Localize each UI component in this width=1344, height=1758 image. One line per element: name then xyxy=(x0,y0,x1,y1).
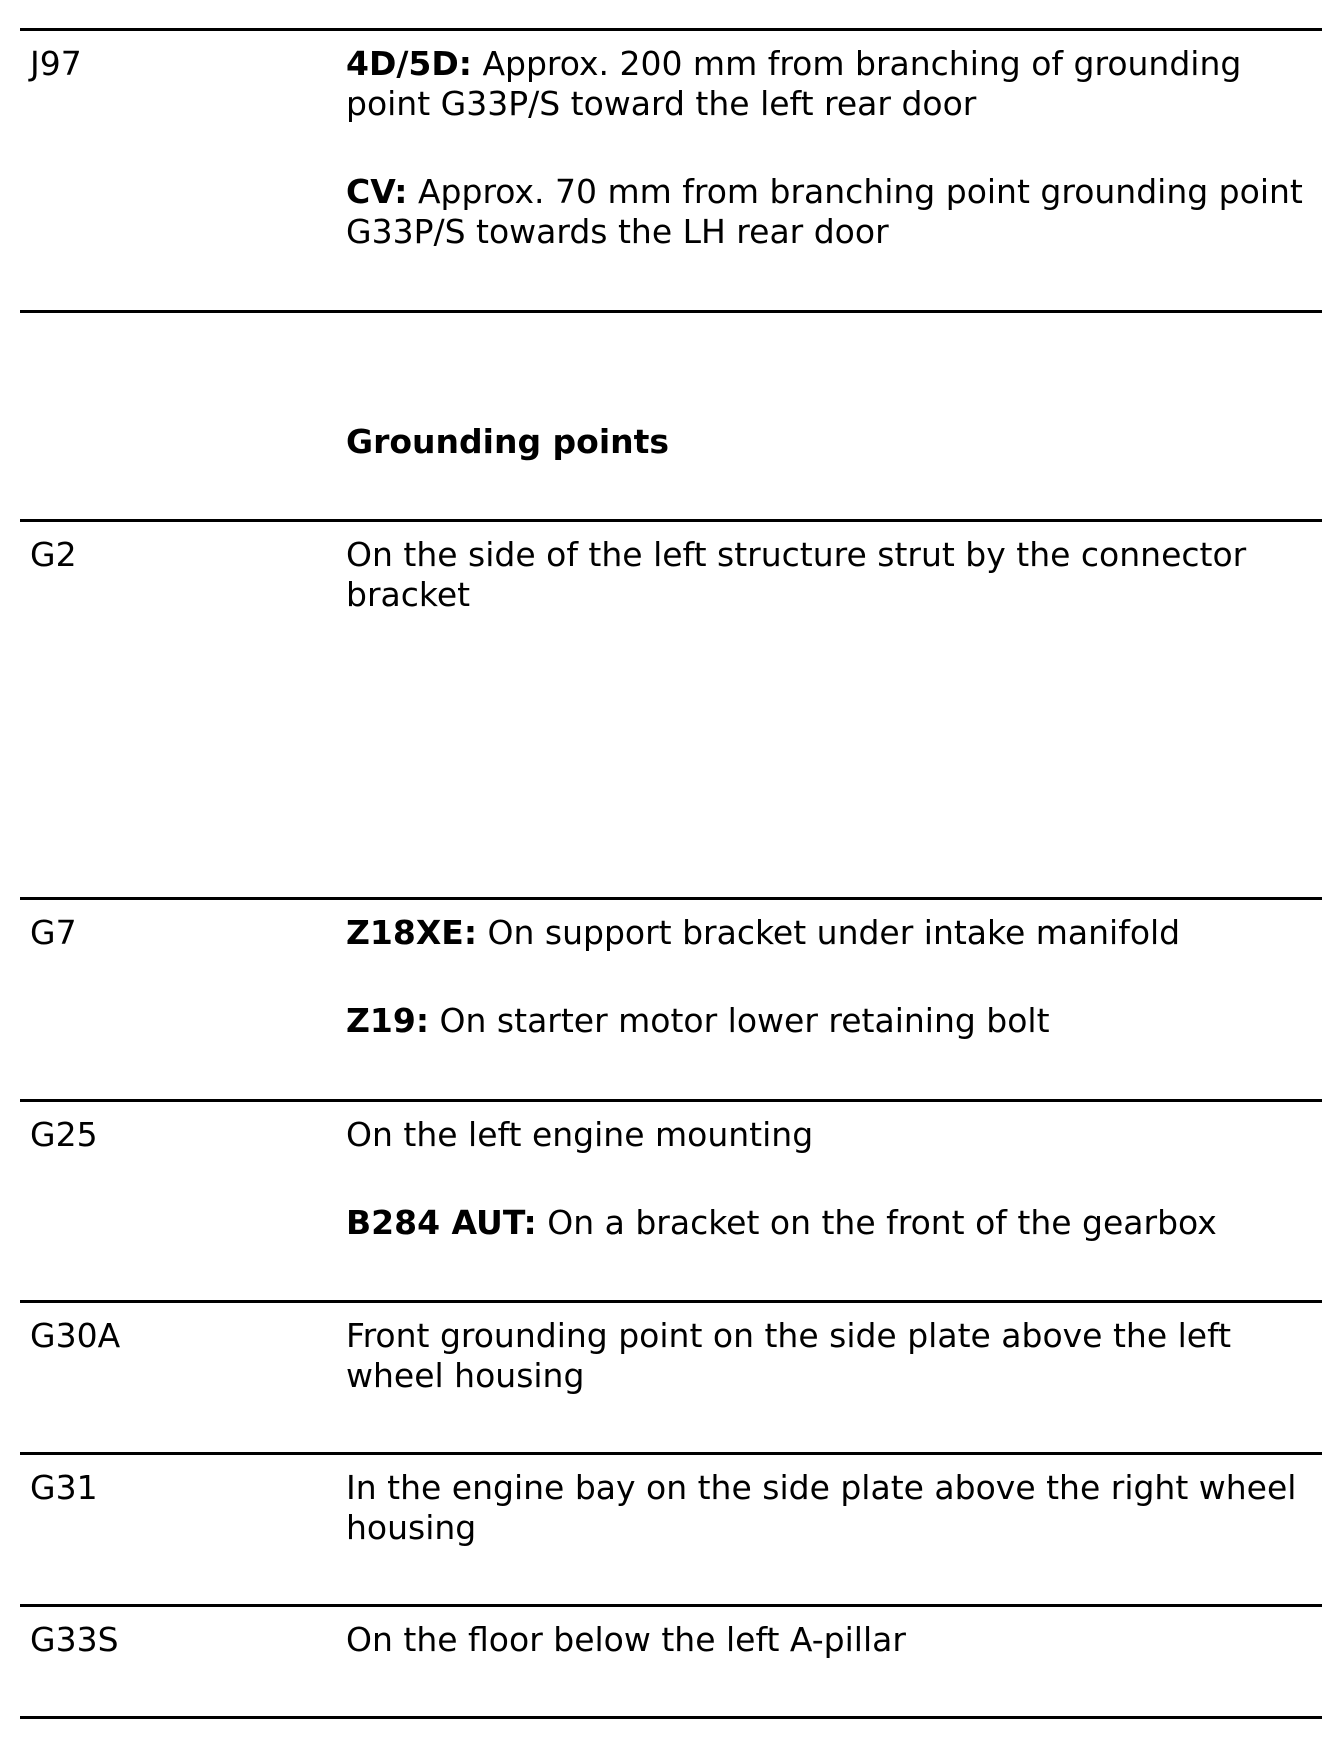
component-description xyxy=(346,44,1326,252)
component-code: G25 xyxy=(30,1115,98,1154)
component-description xyxy=(346,913,1326,1041)
description-paragraph xyxy=(346,172,1326,252)
table-divider xyxy=(20,1452,1322,1455)
description-text: On a bracket on the front of the gearbox xyxy=(536,1203,1217,1242)
component-description xyxy=(346,1115,1326,1243)
component-description xyxy=(346,1316,1326,1396)
variant-label: Z18XE: xyxy=(346,913,478,952)
component-description xyxy=(346,1468,1326,1548)
description-text: On the side of the left structure strut by the connector bracket xyxy=(346,535,1247,614)
component-code: G33S xyxy=(30,1620,119,1659)
component-code: G31 xyxy=(30,1468,98,1507)
description-text: Front grounding point on the side plate above the left wheel housing xyxy=(346,1316,1232,1395)
component-code: J97 xyxy=(30,44,82,83)
table-divider xyxy=(20,519,1322,522)
description-text: On support bracket under intake manifold xyxy=(477,913,1181,952)
description-paragraph xyxy=(346,1115,1326,1155)
variant-label: 4D/5D: xyxy=(346,44,472,83)
component-description xyxy=(346,535,1326,615)
table-divider xyxy=(20,1604,1322,1607)
description-paragraph xyxy=(346,1203,1326,1243)
description-text: On starter motor lower retaining bolt xyxy=(429,1001,1050,1040)
section-heading: Grounding points xyxy=(346,422,670,461)
variant-label: Z19: xyxy=(346,1001,430,1040)
table-divider xyxy=(20,1300,1322,1303)
table-divider xyxy=(20,1099,1322,1102)
variant-label: CV: xyxy=(346,172,408,211)
variant-label: B284 AUT: xyxy=(346,1203,537,1242)
description-text: Approx. 70 mm from branching point grounding point G33P/S towards the LH rear door xyxy=(346,172,1303,251)
description-paragraph xyxy=(346,1316,1326,1396)
component-code: G30A xyxy=(30,1316,121,1355)
description-paragraph xyxy=(346,535,1326,615)
description-paragraph xyxy=(346,1620,1326,1660)
table-divider xyxy=(20,28,1322,31)
description-text: On the left engine mounting xyxy=(346,1115,814,1154)
description-paragraph xyxy=(346,913,1326,953)
description-text: On the floor below the left A-pillar xyxy=(346,1620,906,1659)
component-code: G2 xyxy=(30,535,77,574)
description-paragraph xyxy=(346,1468,1326,1548)
component-code: G7 xyxy=(30,913,77,952)
description-paragraph xyxy=(346,1001,1326,1041)
component-description xyxy=(346,1620,1326,1660)
description-paragraph xyxy=(346,44,1326,124)
table-divider xyxy=(20,1716,1322,1719)
description-text: Approx. 200 mm from branching of grounding point G33P/S toward the left rear door xyxy=(346,44,1242,123)
table-divider xyxy=(20,897,1322,900)
table-divider xyxy=(20,310,1322,313)
description-text: In the engine bay on the side plate above the right wheel housing xyxy=(346,1468,1297,1547)
